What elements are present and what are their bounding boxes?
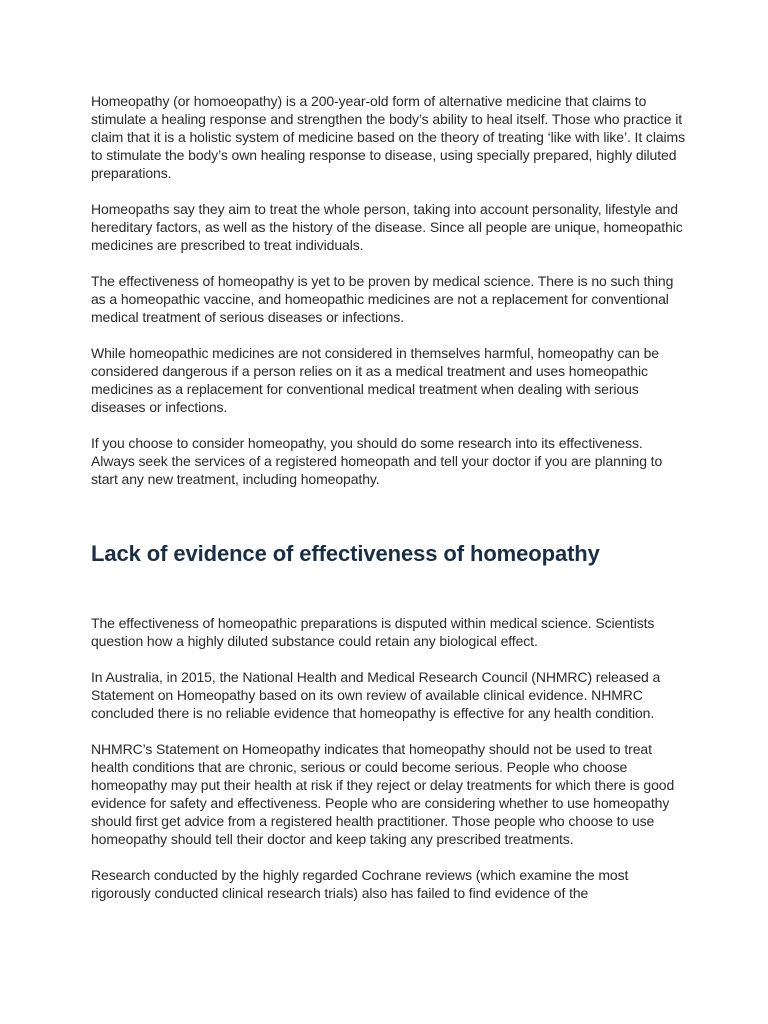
section-heading-wrapper [91, 540, 687, 568]
document-page [91, 92, 687, 902]
intro-paragraph-2: Homeopaths say they aim to treat the whole person, taking into account personality, lifestyle and hereditary factors, as well as the history of the disease. Since all people are unique, homeopathic medicines are prescribed to treat individuals. [91, 201, 683, 253]
intro-paragraph-1: Homeopathy (or homoeopathy) is a 200-year-old form of alternative medicine that claims to stimulate a healing response and strengthen the body’s ability to heal itself. Those who practice it claim that it is a holistic system of medicine based on the theory of treating ‘like with like’. It claims to stimulate the body’s own healing response to disease, using specially prepared, highly diluted preparations. [91, 93, 685, 181]
section-heading: Lack of evidence of effectiveness of homeopathy [91, 541, 600, 566]
intro-paragraph-5: If you choose to consider homeopathy, you should do some research into its effectiveness. Always seek the services of a registered homeopath and tell your doctor if you are planning to start any new treatment, including homeopathy. [91, 435, 663, 487]
section-paragraph-2: In Australia, in 2015, the National Health and Medical Research Council (NHMRC) released a Statement on Homeopathy based on its own review of available clinical evidence. NHMRC concluded there is no reliable evidence that homeopathy is effective for any health condition. [91, 669, 661, 721]
intro-paragraph-4: While homeopathic medicines are not considered in themselves harmful, homeopathy can be considered dangerous if a person relies on it as a medical treatment and uses homeopathic medicines as a replacement for conventional medical treatment when dealing with serious diseases or infections. [91, 345, 659, 415]
section-paragraph-1: The effectiveness of homeopathic preparations is disputed within medical science. Scientists question how a highly diluted substance could retain any biological effect. [91, 615, 655, 649]
intro-paragraph-3: The effectiveness of homeopathy is yet to be proven by medical science. There is no such thing as a homeopathic vaccine, and homeopathic medicines are not a replacement for conventional medical treatment of serious diseases or infections. [91, 273, 674, 325]
section-paragraph-4: Research conducted by the highly regarded Cochrane reviews (which examine the most rigorously conducted clinical research trials) also has failed to find evidence of the [91, 867, 629, 901]
section-paragraph-3: NHMRC’s Statement on Homeopathy indicates that homeopathy should not be used to treat health conditions that are chronic, serious or could become serious. People who choose homeopathy may put their health at risk if they reject or delay treatments for which there is good evidence for safety and effectiveness. People who are considering whether to use homeopathy should first get advice from a registered health practitioner. Those people who choose to use homeopathy should tell their doctor and keep taking any prescribed treatments. [91, 741, 675, 847]
